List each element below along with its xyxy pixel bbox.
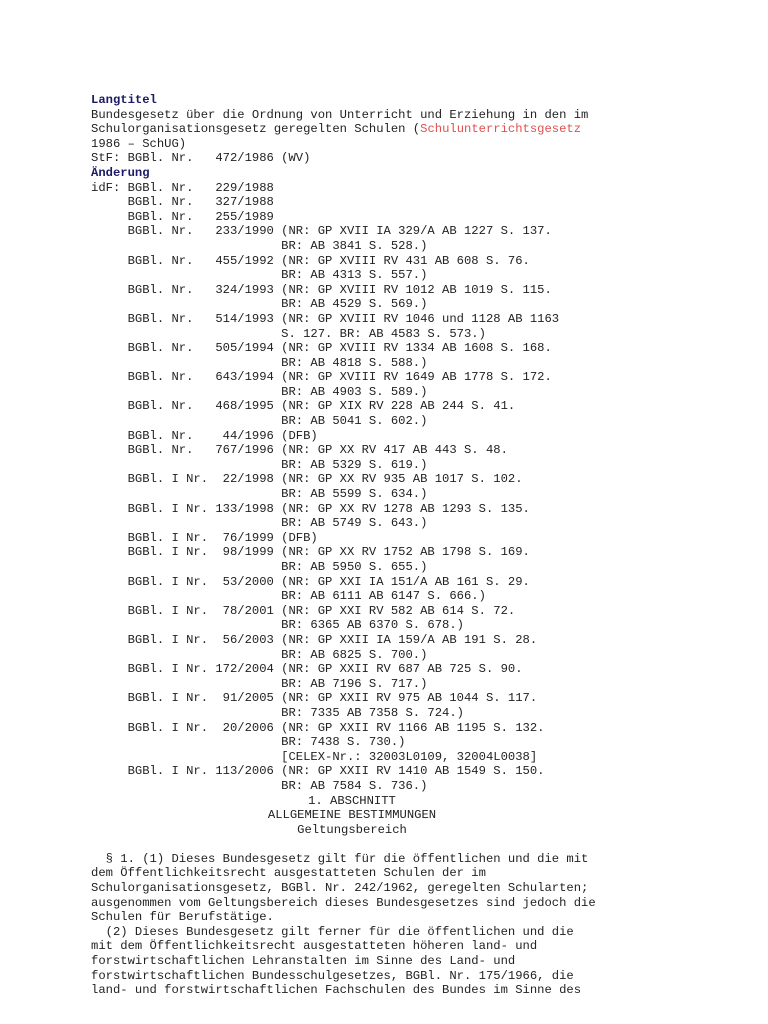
aenderung-line: BR: AB 4313 S. 557.) [91, 268, 428, 283]
aenderung-line: BR: 6365 AB 6370 S. 678.) [91, 618, 464, 633]
aenderung-line: BGBl. I Nr. 91/2005 (NR: GP XXII RV 975 AB 1044 S. 117. [91, 691, 538, 706]
aenderung-line: S. 127. BR: AB 4583 S. 573.) [91, 326, 486, 341]
aenderung-line: BR: AB 5599 S. 634.) [91, 487, 428, 502]
paragraph-line: Schulen für Berufstätige. [91, 910, 274, 925]
abschnitt-subtitle: Geltungsbereich [297, 822, 407, 837]
langtitel-line-2 [91, 122, 731, 137]
aenderung-line: BGBl. I Nr. 20/2006 (NR: GP XXII RV 1166 AB 1195 S. 132. [91, 720, 545, 735]
aenderung-line: BR: AB 5950 S. 655.) [91, 560, 428, 574]
spacer [91, 837, 731, 852]
aenderung-line: BGBl. Nr. 327/1988 [91, 195, 274, 210]
paragraph-line: mit dem Öffentlichkeitsrecht ausgestatteten höheren land- und [91, 939, 538, 954]
aenderung-line: [CELEX-Nr.: 32003L0109, 32004L0038] [91, 749, 538, 764]
abschnitt-number: 1. ABSCHNITT [308, 793, 396, 808]
aenderung-line: BR: AB 5749 S. 643.) [91, 516, 428, 531]
aenderung-line: BR: AB 7196 S. 717.) [91, 676, 428, 691]
aenderung-line: BGBl. Nr. 255/1989 [91, 209, 274, 224]
schulunterrichtsgesetz-link[interactable]: Schulunterrichtsgesetz [420, 122, 582, 137]
aenderung-line: BR: AB 3841 S. 528.) [91, 238, 428, 253]
paragraph-line: forstwirtschaftlichen Bundesschulgesetzes, BGBl. Nr. 175/1966, die [91, 968, 574, 983]
paragraph-1 [91, 852, 731, 998]
aenderung-line: BGBl. Nr. 505/1994 (NR: GP XVIII RV 1334 AB 1608 S. 168. [91, 341, 552, 356]
aenderung-line: BGBl. Nr. 643/1994 (NR: GP XVIII RV 1649 AB 1778 S. 172. [91, 370, 552, 385]
aenderung-line: BGBl. Nr. 44/1996 (DFB) [91, 428, 318, 443]
aenderung-line: BGBl. Nr. 514/1993 (NR: GP XVIII RV 1046 und 1128 AB 1163 [91, 311, 560, 326]
aenderung-heading: Änderung [91, 165, 150, 180]
paragraph-line: (2) Dieses Bundesgesetz gilt ferner für die öffentlichen und die [91, 924, 574, 939]
aenderung-line: BGBl. Nr. 468/1995 (NR: GP XIX RV 228 AB 244 S. 41. [91, 399, 516, 414]
langtitel-line-1: Bundesgesetz über die Ordnung von Unterricht und Erziehung in den im [91, 107, 589, 122]
aenderung-line: BGBl. I Nr. 22/1998 (NR: GP XX RV 935 AB 1017 S. 102. [91, 472, 523, 487]
aenderung-line: idF: BGBl. Nr. 229/1988 [91, 180, 274, 195]
aenderung-line: BGBl. I Nr. 98/1999 (NR: GP XX RV 1752 AB 1798 S. 169. [91, 545, 530, 560]
paragraph-line: Schulorganisationsgesetz, BGBl. Nr. 242/1962, geregelten Schularten; [91, 881, 589, 896]
aenderung-line: BGBl. I Nr. 53/2000 (NR: GP XXI IA 151/A AB 161 S. 29. [91, 574, 530, 589]
aenderung-line: BR: 7335 AB 7358 S. 724.) [91, 705, 464, 720]
paragraph-line: land- und forstwirtschaftlichen Fachschulen des Bundes im Sinne des [91, 983, 582, 998]
aenderung-line: BGBl. I Nr. 78/2001 (NR: GP XXI RV 582 AB 614 S. 72. [91, 603, 516, 618]
aenderung-line: BGBl. I Nr. 133/1998 (NR: GP XX RV 1278 AB 1293 S. 135. [91, 501, 530, 516]
aenderung-line: BR: AB 5329 S. 619.) [91, 457, 428, 472]
paragraph-line: forstwirtschaftlichen Lehranstalten im Sinne des Land- und [91, 954, 516, 969]
aenderung-line: BR: AB 4903 S. 589.) [91, 384, 428, 399]
aenderung-list [91, 181, 731, 794]
aenderung-line: BR: AB 6825 S. 700.) [91, 647, 428, 662]
aenderung-line: BGBl. I Nr. 56/2003 (NR: GP XXII IA 159/A AB 191 S. 28. [91, 632, 538, 647]
aenderung-line: BR: AB 7584 S. 736.) [91, 778, 428, 793]
document-body [91, 93, 731, 998]
abschnitt-title: ALLGEMEINE BESTIMMUNGEN [267, 808, 437, 823]
langtitel-heading: Langtitel [91, 93, 157, 107]
paragraph-line: ausgenommen vom Geltungsbereich dieses Bundesgesetzes sind jedoch die [91, 895, 596, 910]
aenderung-line: BGBl. I Nr. 76/1999 (DFB) [91, 530, 318, 545]
aenderung-line: BGBl. Nr. 324/1993 (NR: GP XVIII RV 1012 AB 1019 S. 115. [91, 282, 552, 297]
aenderung-line: BR: AB 6111 AB 6147 S. 666.) [91, 589, 486, 604]
stf-line: StF: BGBl. Nr. 472/1986 (WV) [91, 151, 311, 166]
aenderung-line: BGBl. Nr. 767/1996 (NR: GP XX RV 417 AB 443 S. 48. [91, 443, 508, 458]
paragraph-line: dem Öffentlichkeitsrecht ausgestatteten Schulen der im [91, 866, 486, 881]
aenderung-line: BGBl. I Nr. 113/2006 (NR: GP XXII RV 1410 AB 1549 S. 150. [91, 764, 545, 779]
aenderung-line: BR: AB 4529 S. 569.) [91, 297, 428, 312]
langtitel-line-2-text: Schulorganisationsgesetz geregelten Schulen ( [91, 122, 421, 137]
aenderung-line: BGBl. Nr. 455/1992 (NR: GP XVIII RV 431 AB 608 S. 76. [91, 253, 530, 268]
paragraph-line: § 1. (1) Dieses Bundesgesetz gilt für die öffentlichen und die mit [91, 851, 589, 866]
langtitel-line-3: 1986 – SchUG) [91, 136, 187, 151]
aenderung-line: BGBl. Nr. 233/1990 (NR: GP XVII IA 329/A AB 1227 S. 137. [91, 224, 552, 239]
aenderung-line: BR: AB 5041 S. 602.) [91, 414, 428, 429]
aenderung-line: BR: AB 4818 S. 588.) [91, 355, 428, 370]
aenderung-line: BGBl. I Nr. 172/2004 (NR: GP XXII RV 687 AB 725 S. 90. [91, 662, 523, 677]
aenderung-line: BR: 7438 S. 730.) [91, 735, 406, 750]
